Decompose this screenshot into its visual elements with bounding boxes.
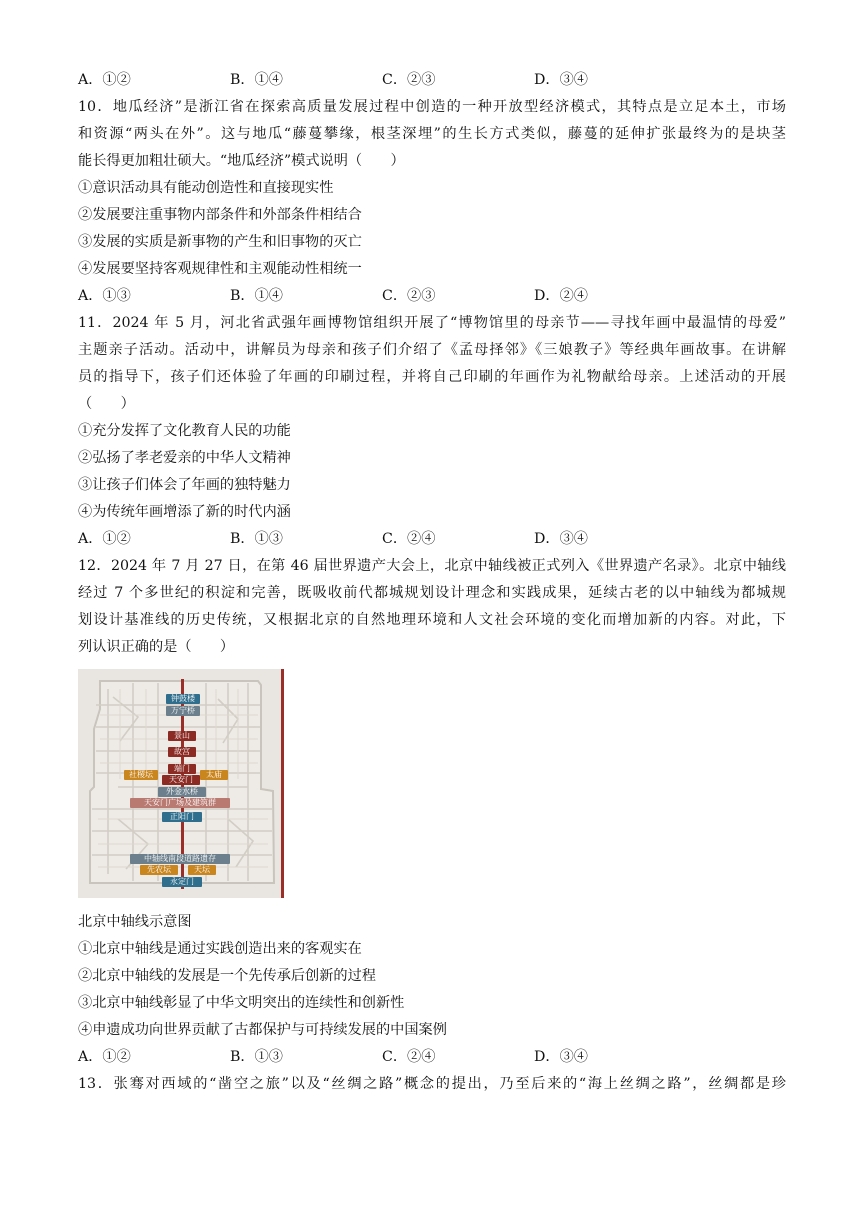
- q12-stem-line-3: 划设计基准线的历史传统，又根据北京的自然地理环境和人文社会环境的变化而增加新的内容。对此，下: [78, 612, 786, 628]
- q10-item-2: ②发展要注重事物内部条件和外部条件相结合: [78, 207, 362, 223]
- map-label-guangchang: 天安门广场及建筑群: [130, 798, 230, 808]
- q10-stem-line-3: 能长得更加粗壮硕大。“地瓜经济”模式说明（ ）: [78, 153, 405, 169]
- beijing-central-axis-map: [78, 669, 284, 898]
- map-label-zhonggulou: 钟鼓楼: [166, 694, 200, 704]
- q9-options: [78, 70, 786, 90]
- q10-stem-line-1: 10．地瓜经济”是浙江省在探索高质量发展过程中创造的一种开放型经济模式，其特点是立足本土，市场: [78, 99, 786, 115]
- q12-item-2: ②北京中轴线的发展是一个先传承后创新的过程: [78, 968, 376, 984]
- q11-option-a: A．①②: [78, 531, 131, 547]
- q10-item-4: ④发展要坚持客观规律性和主观能动性相统一: [78, 261, 362, 277]
- q12-option-c: C．②④: [382, 1049, 436, 1065]
- q10-item-3: ③发展的实质是新事物的产生和旧事物的灭亡: [78, 234, 362, 250]
- map-label-nanduan: 中轴线南段道路遗存: [130, 854, 230, 864]
- q12-stem-line-2: 经过 7 个多世纪的积淀和完善，既吸收前代都城规划设计理念和实践成果，延续古老的以中轴线为都城规: [78, 585, 786, 601]
- q11-item-3: ③让孩子们体会了年画的独特魅力: [78, 477, 291, 493]
- q12-options: [78, 1047, 786, 1067]
- q10-option-b: B．①④: [230, 288, 283, 304]
- q12-option-d: D．③④: [534, 1049, 588, 1065]
- q12-option-b: B．①③: [230, 1049, 283, 1065]
- q12-item-4: ④申遗成功向世界贡献了古都保护与可持续发展的中国案例: [78, 1022, 447, 1038]
- q12-option-a: A．①②: [78, 1049, 131, 1065]
- q10-option-d: D．②④: [534, 288, 588, 304]
- q10-item-1: ①意识活动具有能动创造性和直接现实性: [78, 180, 334, 196]
- q11-stem-line-3: 员的指导下，孩子们还体验了年画的印刷过程，并将自己印刷的年画作为礼物献给母亲。上述活动的开展: [78, 369, 786, 385]
- map-label-taimiao: 太庙: [200, 770, 228, 780]
- q10-stem-line-2: 和资源“两头在外”。这与地瓜“藤蔓攀缘，根茎深埋”的生长方式类似，藤蔓的延伸扩张最终为的是块茎: [78, 126, 786, 142]
- map-label-yongdingmen: 永定门: [162, 877, 202, 887]
- map-label-gugong: 故宫: [168, 747, 196, 757]
- q11-item-4: ④为传统年画增添了新的时代内涵: [78, 504, 291, 520]
- q10-option-c: C．②③: [382, 288, 436, 304]
- q13-stem-line-1: 13．张骞对西域的“凿空之旅”以及“丝绸之路”概念的提出，乃至后来的“海上丝绸之路”，丝绸都是珍: [78, 1076, 786, 1092]
- map-label-shejitan: 社稷坛: [124, 770, 158, 780]
- q11-stem-line-4: （ ）: [78, 396, 135, 412]
- q9-option-d: D．③④: [534, 72, 588, 88]
- map-label-duanmen: 端门: [168, 764, 196, 774]
- q11-stem-line-2: 主题亲子活动。活动中，讲解员为母亲和孩子们介绍了《孟母择邻》《三娘教子》等经典年画故事。在讲解: [78, 342, 786, 358]
- q11-option-d: D．③④: [534, 531, 588, 547]
- q9-option-b: B．①④: [230, 72, 283, 88]
- q11-options: [78, 529, 786, 549]
- q9-option-c: C．②③: [382, 72, 436, 88]
- q10-option-a: A．①③: [78, 288, 131, 304]
- q12-stem-line-1: 12．2024 年 7 月 27 日，在第 46 届世界遗产大会上，北京中轴线被正式列入《世界遗产名录》。北京中轴线: [78, 558, 786, 574]
- q11-stem-line-1: 11．2024 年 5 月，河北省武强年画博物馆组织开展了“博物馆里的母亲节——寻找年画中最温情的母爱”: [78, 315, 786, 331]
- q11-option-c: C．②④: [382, 531, 436, 547]
- q10-options: [78, 286, 786, 306]
- q12-stem-line-4: 列认识正确的是（ ）: [78, 639, 235, 655]
- map-label-waijinshuiqiao: 外金水桥: [158, 787, 206, 797]
- map-caption: 北京中轴线示意图: [78, 914, 192, 930]
- map-label-xiannongtan: 先农坛: [140, 865, 178, 875]
- q9-option-a: A．①②: [78, 72, 131, 88]
- map-label-tiananmen: 天安门: [162, 775, 200, 785]
- map-label-zhengyangmen: 正阳门: [162, 812, 202, 822]
- map-label-tiantan: 天坛: [188, 865, 216, 875]
- q12-item-3: ③北京中轴线彰显了中华文明突出的连续性和创新性: [78, 995, 405, 1011]
- q11-option-b: B．①③: [230, 531, 283, 547]
- q12-item-1: ①北京中轴线是通过实践创造出来的客观实在: [78, 941, 362, 957]
- q11-item-2: ②弘扬了孝老爱亲的中华人文精神: [78, 450, 291, 466]
- q11-item-1: ①充分发挥了文化教育人民的功能: [78, 423, 291, 439]
- map-label-wanningqiao: 万宁桥: [166, 706, 200, 716]
- map-label-jingshan: 景山: [168, 731, 196, 741]
